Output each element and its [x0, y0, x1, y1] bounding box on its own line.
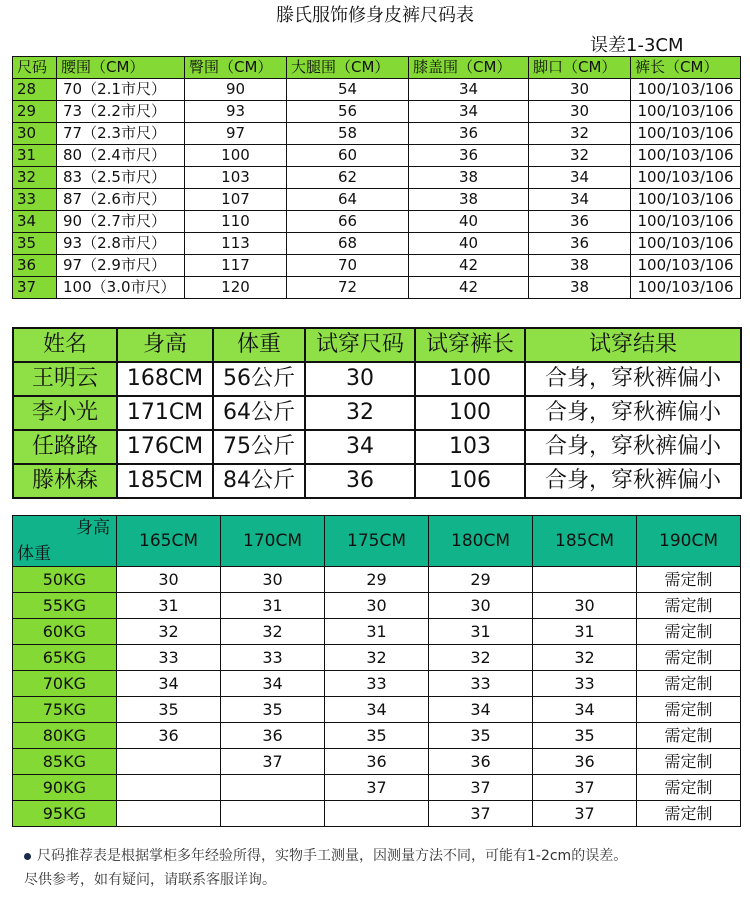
- recommend-table: [12, 515, 741, 827]
- table-cell: 36: [409, 123, 529, 145]
- table-row: [13, 671, 741, 697]
- waist-cell: 100（3.0市尺）: [57, 277, 185, 299]
- size-recommend-cell: [533, 567, 637, 593]
- size-recommend-cell: 32: [325, 645, 429, 671]
- size-table-header-cell: 尺码: [13, 57, 57, 79]
- weight-cell: 65KG: [13, 645, 117, 671]
- size-recommend-cell: 30: [325, 593, 429, 619]
- height-header-cell: 185CM: [533, 516, 637, 567]
- table-cell: 100/103/106: [631, 167, 741, 189]
- table-cell: 30: [529, 79, 631, 101]
- table-cell: 合身，穿秋裤偏小: [525, 396, 741, 430]
- waist-cell: 90（2.7市尺）: [57, 211, 185, 233]
- size-recommend-cell: 33: [325, 671, 429, 697]
- table-cell: 54: [287, 79, 409, 101]
- table-cell: 75公斤: [213, 430, 305, 464]
- table-cell: 100: [415, 396, 525, 430]
- waist-cell: 93（2.8市尺）: [57, 233, 185, 255]
- waist-cell: 77（2.3市尺）: [57, 123, 185, 145]
- table-cell: 42: [409, 277, 529, 299]
- size-recommend-cell: [117, 749, 221, 775]
- note-text-1: 尺码推荐表是根据掌柜多年经验所得，实物手工测量，因测量方法不同，可能有1-2cm的误差。: [37, 848, 628, 864]
- weight-cell: 70KG: [13, 671, 117, 697]
- table-cell: 60: [287, 145, 409, 167]
- table-cell: 100/103/106: [631, 145, 741, 167]
- table-cell: 56: [287, 101, 409, 123]
- fitting-table-header-cell: 身高: [117, 328, 213, 362]
- weight-cell: 55KG: [13, 593, 117, 619]
- size-recommend-cell: 37: [533, 801, 637, 827]
- size-recommend-cell: 需定制: [637, 593, 741, 619]
- table-cell: 合身，穿秋裤偏小: [525, 464, 741, 498]
- size-recommend-cell: 35: [429, 723, 533, 749]
- size-table-header-cell: 裤长（CM）: [631, 57, 741, 79]
- size-recommend-cell: 37: [429, 775, 533, 801]
- size-recommend-cell: 35: [221, 697, 325, 723]
- size-recommend-cell: 33: [117, 645, 221, 671]
- table-row: [13, 167, 741, 189]
- size-recommend-cell: 34: [117, 671, 221, 697]
- size-recommend-cell: 35: [325, 723, 429, 749]
- size-recommend-cell: 32: [429, 645, 533, 671]
- waist-cell: 87（2.6市尺）: [57, 189, 185, 211]
- size-recommend-cell: 30: [221, 567, 325, 593]
- table-cell: 42: [409, 255, 529, 277]
- size-cell: 35: [13, 233, 57, 255]
- size-recommend-cell: 需定制: [637, 775, 741, 801]
- table-cell: 97: [185, 123, 287, 145]
- table-cell: 100/103/106: [631, 101, 741, 123]
- waist-cell: 73（2.2市尺）: [57, 101, 185, 123]
- corner-cell: [13, 516, 117, 567]
- table-cell: 117: [185, 255, 287, 277]
- size-recommend-cell: 34: [429, 697, 533, 723]
- size-recommend-cell: 37: [325, 775, 429, 801]
- table-cell: 176CM: [117, 430, 213, 464]
- height-header-cell: 165CM: [117, 516, 221, 567]
- table-cell: 100/103/106: [631, 123, 741, 145]
- table-cell: 64: [287, 189, 409, 211]
- weight-cell: 90KG: [13, 775, 117, 801]
- size-table-header: [13, 57, 741, 79]
- size-recommend-cell: 37: [533, 775, 637, 801]
- size-recommend-cell: [221, 775, 325, 801]
- table-cell: 合身，穿秋裤偏小: [525, 362, 741, 396]
- waist-cell: 97（2.9市尺）: [57, 255, 185, 277]
- fitting-table-header: [13, 328, 741, 362]
- size-recommend-cell: 33: [221, 645, 325, 671]
- size-recommend-cell: 35: [533, 723, 637, 749]
- size-recommend-cell: 29: [429, 567, 533, 593]
- table-cell: 90: [185, 79, 287, 101]
- table-cell: 66: [287, 211, 409, 233]
- name-cell: 王明云: [13, 362, 117, 396]
- table-cell: 107: [185, 189, 287, 211]
- size-recommend-cell: [221, 801, 325, 827]
- table-row: [13, 396, 741, 430]
- size-recommend-cell: 31: [117, 593, 221, 619]
- table-row: [13, 749, 741, 775]
- fitting-table-header-cell: 试穿裤长: [415, 328, 525, 362]
- table-cell: 68: [287, 233, 409, 255]
- note-line-1: [24, 846, 627, 866]
- table-row: [13, 189, 741, 211]
- weight-cell: 95KG: [13, 801, 117, 827]
- size-table-header-cell: 大腿围（CM）: [287, 57, 409, 79]
- size-recommend-cell: 需定制: [637, 801, 741, 827]
- size-recommend-cell: 33: [429, 671, 533, 697]
- table-cell: 38: [529, 255, 631, 277]
- table-cell: 36: [529, 233, 631, 255]
- table-cell: 38: [529, 277, 631, 299]
- size-recommend-cell: 35: [117, 697, 221, 723]
- height-header-cell: 170CM: [221, 516, 325, 567]
- table-cell: 84公斤: [213, 464, 305, 498]
- weight-cell: 85KG: [13, 749, 117, 775]
- table-row: [13, 101, 741, 123]
- table-cell: 113: [185, 233, 287, 255]
- size-recommend-cell: 31: [429, 619, 533, 645]
- size-recommend-cell: 需定制: [637, 619, 741, 645]
- size-recommend-cell: 37: [221, 749, 325, 775]
- size-table-header-cell: 脚口（CM）: [529, 57, 631, 79]
- size-recommend-cell: 29: [325, 567, 429, 593]
- table-cell: 110: [185, 211, 287, 233]
- size-recommend-cell: 31: [221, 593, 325, 619]
- note-line-2: 尽供参考，如有疑问，请联系客服详询。: [24, 872, 276, 888]
- size-cell: 36: [13, 255, 57, 277]
- size-cell: 31: [13, 145, 57, 167]
- table-row: [13, 619, 741, 645]
- table-row: [13, 775, 741, 801]
- corner-height-label: 身高: [76, 518, 110, 538]
- table-row: [13, 723, 741, 749]
- table-row: [13, 145, 741, 167]
- waist-cell: 70（2.1市尺）: [57, 79, 185, 101]
- waist-cell: 80（2.4市尺）: [57, 145, 185, 167]
- size-table: [12, 56, 741, 299]
- table-row: [13, 801, 741, 827]
- table-cell: 100/103/106: [631, 277, 741, 299]
- height-header-cell: 175CM: [325, 516, 429, 567]
- table-cell: 100/103/106: [631, 79, 741, 101]
- table-row: [13, 593, 741, 619]
- table-cell: 38: [409, 167, 529, 189]
- size-recommend-cell: 34: [533, 697, 637, 723]
- table-cell: 106: [415, 464, 525, 498]
- size-recommend-cell: 30: [429, 593, 533, 619]
- table-row: [13, 464, 741, 498]
- size-recommend-cell: 需定制: [637, 723, 741, 749]
- table-cell: 171CM: [117, 396, 213, 430]
- size-recommend-cell: 36: [221, 723, 325, 749]
- size-cell: 30: [13, 123, 57, 145]
- height-header-cell: 190CM: [637, 516, 741, 567]
- size-recommend-cell: 30: [117, 567, 221, 593]
- size-recommend-cell: [117, 801, 221, 827]
- size-recommend-cell: [325, 801, 429, 827]
- name-cell: 李小光: [13, 396, 117, 430]
- size-recommend-cell: 36: [533, 749, 637, 775]
- size-recommend-cell: 需定制: [637, 749, 741, 775]
- table-cell: 168CM: [117, 362, 213, 396]
- table-cell: 30: [305, 362, 415, 396]
- table-cell: 40: [409, 233, 529, 255]
- fitting-table-header-cell: 试穿尺码: [305, 328, 415, 362]
- height-header-cell: 180CM: [429, 516, 533, 567]
- corner-weight-label: 体重: [17, 544, 51, 564]
- table-cell: 100: [185, 145, 287, 167]
- table-row: [13, 362, 741, 396]
- table-cell: 120: [185, 277, 287, 299]
- size-cell: 29: [13, 101, 57, 123]
- size-recommend-cell: 34: [325, 697, 429, 723]
- size-recommend-cell: 需定制: [637, 671, 741, 697]
- size-table-header-cell: 腰围（CM）: [57, 57, 185, 79]
- table-cell: 32: [529, 123, 631, 145]
- table-cell: 103: [185, 167, 287, 189]
- size-cell: 37: [13, 277, 57, 299]
- table-cell: 103: [415, 430, 525, 464]
- size-recommend-cell: 33: [533, 671, 637, 697]
- table-row: [13, 697, 741, 723]
- fitting-table: [12, 327, 742, 499]
- table-cell: 38: [409, 189, 529, 211]
- weight-cell: 80KG: [13, 723, 117, 749]
- table-cell: 100/103/106: [631, 255, 741, 277]
- table-row: [13, 645, 741, 671]
- table-cell: 32: [305, 396, 415, 430]
- table-cell: 40: [409, 211, 529, 233]
- size-table-header-cell: 膝盖围（CM）: [409, 57, 529, 79]
- table-row: [13, 233, 741, 255]
- table-row: [13, 567, 741, 593]
- table-row: [13, 255, 741, 277]
- name-cell: 滕林森: [13, 464, 117, 498]
- tolerance-note: 误差1-3CM: [590, 35, 684, 56]
- table-cell: 64公斤: [213, 396, 305, 430]
- table-cell: 32: [529, 145, 631, 167]
- table-cell: 合身，穿秋裤偏小: [525, 430, 741, 464]
- size-recommend-cell: 31: [533, 619, 637, 645]
- fitting-table-header-cell: 体重: [213, 328, 305, 362]
- size-recommend-cell: 37: [429, 801, 533, 827]
- table-row: [13, 277, 741, 299]
- table-cell: 56公斤: [213, 362, 305, 396]
- table-cell: 93: [185, 101, 287, 123]
- fitting-table-header-cell: 试穿结果: [525, 328, 741, 362]
- table-cell: 62: [287, 167, 409, 189]
- weight-cell: 60KG: [13, 619, 117, 645]
- size-recommend-cell: [117, 775, 221, 801]
- table-cell: 58: [287, 123, 409, 145]
- table-row: [13, 211, 741, 233]
- table-cell: 36: [409, 145, 529, 167]
- table-cell: 100/103/106: [631, 233, 741, 255]
- name-cell: 任路路: [13, 430, 117, 464]
- table-cell: 36: [529, 211, 631, 233]
- weight-cell: 75KG: [13, 697, 117, 723]
- size-recommend-cell: 36: [325, 749, 429, 775]
- table-cell: 34: [305, 430, 415, 464]
- bullet-icon: [24, 853, 31, 860]
- waist-cell: 83（2.5市尺）: [57, 167, 185, 189]
- size-table-header-cell: 臀围（CM）: [185, 57, 287, 79]
- size-recommend-cell: 36: [117, 723, 221, 749]
- table-row: [13, 123, 741, 145]
- table-cell: 36: [305, 464, 415, 498]
- fitting-table-header-cell: 姓名: [13, 328, 117, 362]
- table-cell: 34: [409, 101, 529, 123]
- table-cell: 30: [529, 101, 631, 123]
- table-cell: 100: [415, 362, 525, 396]
- table-row: [13, 79, 741, 101]
- size-recommend-cell: 36: [429, 749, 533, 775]
- size-recommend-cell: 32: [533, 645, 637, 671]
- table-cell: 34: [409, 79, 529, 101]
- size-recommend-cell: 32: [117, 619, 221, 645]
- table-cell: 34: [529, 189, 631, 211]
- weight-cell: 50KG: [13, 567, 117, 593]
- table-cell: 34: [529, 167, 631, 189]
- size-recommend-cell: 需定制: [637, 645, 741, 671]
- table-row: [13, 430, 741, 464]
- size-cell: 33: [13, 189, 57, 211]
- table-cell: 100/103/106: [631, 189, 741, 211]
- size-recommend-cell: 30: [533, 593, 637, 619]
- size-cell: 34: [13, 211, 57, 233]
- table-cell: 70: [287, 255, 409, 277]
- size-recommend-cell: 34: [221, 671, 325, 697]
- page-title: 滕氏服饰修身皮裤尺码表: [276, 5, 474, 26]
- table-cell: 185CM: [117, 464, 213, 498]
- size-cell: 32: [13, 167, 57, 189]
- table-cell: 72: [287, 277, 409, 299]
- size-recommend-cell: 需定制: [637, 697, 741, 723]
- size-recommend-cell: 31: [325, 619, 429, 645]
- size-cell: 28: [13, 79, 57, 101]
- size-recommend-cell: 32: [221, 619, 325, 645]
- table-cell: 100/103/106: [631, 211, 741, 233]
- size-recommend-cell: 需定制: [637, 567, 741, 593]
